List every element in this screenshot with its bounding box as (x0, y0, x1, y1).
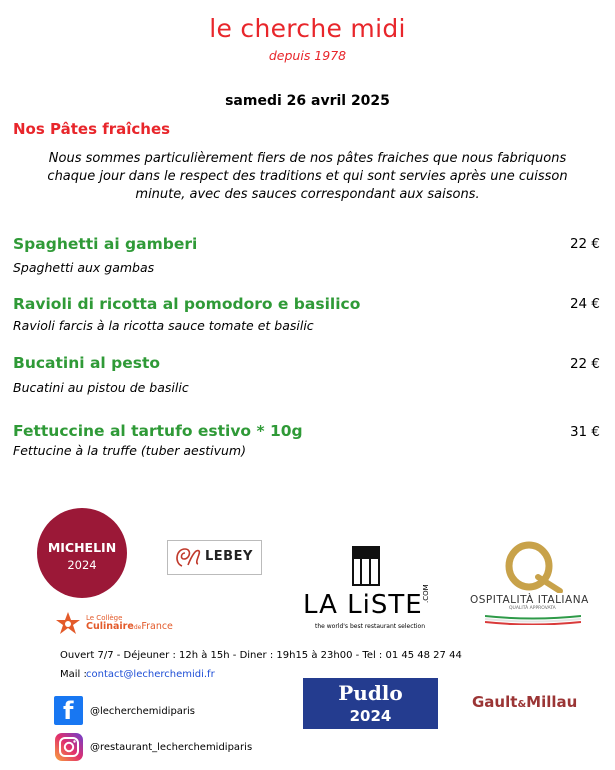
la-liste-icon (352, 545, 382, 587)
ospitalita-name: OSPITALITÀ ITALIANA (470, 594, 589, 606)
intro-line: Nous sommes particulièrement fiers de nos pâtes fraiches que nous fabriquons (48, 151, 567, 166)
intro-line: chaque jour dans le respect des traditions et qui sont servies après une cuisson (47, 169, 568, 184)
facebook-icon[interactable]: f (54, 696, 83, 725)
dish-price: 22 € (569, 356, 600, 372)
college-culinaire-star-icon (54, 611, 82, 637)
dish-price: 31 € (569, 424, 600, 440)
dish-description: Bucatini au pistou de basilic (13, 380, 189, 395)
lebey-name: LEBEY (205, 549, 253, 564)
dish-description: Ravioli farcis à la ricotta sauce tomate et basilic (13, 318, 314, 333)
college-france: France (141, 621, 173, 632)
college-culinaire: Culinaire (86, 621, 134, 632)
dish-name: Ravioli di ricotta al pomodoro e basilico (13, 295, 361, 313)
restaurant-subtitle: depuis 1978 (268, 48, 347, 63)
gault-millau-logo (472, 693, 577, 711)
mail-label: Mail : (60, 669, 87, 680)
college-line1: Le Collège (86, 614, 123, 622)
lebey-logo (167, 540, 262, 575)
dish-price: 22 € (569, 236, 600, 252)
mail-link[interactable]: contact@lecherchemidi.fr (86, 669, 215, 680)
gault-millau-b: Millau (526, 693, 578, 711)
instagram-handle[interactable]: @restaurant_lecherchemidiparis (90, 742, 253, 753)
michelin-name: MICHELIN (47, 540, 117, 555)
dish-name: Bucatini al pesto (13, 354, 161, 372)
dish-name: Fettuccine al tartufo estivo * 10g (13, 422, 303, 440)
pudlo-logo (303, 678, 438, 729)
la-liste-tagline: the world's best restaurant selection (315, 623, 426, 630)
dish-description: Fettucine à la truffe (tuber aestivum) (13, 443, 246, 458)
pudlo-year: 2024 (349, 707, 392, 725)
facebook-handle[interactable]: @lecherchemidiparis (90, 706, 196, 717)
opening-hours: Ouvert 7/7 - Déjeuner : 12h à 15h - Diner : 19h15 à 23h00 - Tel : 01 45 48 27 44 (60, 650, 462, 661)
instagram-icon[interactable] (55, 733, 83, 761)
michelin-logo (37, 508, 127, 598)
pudlo-name: Pudlo (338, 681, 403, 705)
la-liste-com: .COM (422, 584, 430, 603)
college-line2 (86, 621, 173, 632)
section-intro (20, 150, 595, 204)
college-de: de (133, 624, 142, 631)
dish-price: 24 € (569, 296, 600, 312)
section-title: Nos Pâtes fraîches (13, 120, 171, 138)
ospitalita-q-icon (502, 541, 564, 593)
intro-line: minute, avec des sauces correspondant aux saisons. (135, 187, 480, 202)
dish-description: Spaghetti aux gambas (13, 260, 155, 275)
dish-name: Spaghetti ai gamberi (13, 235, 198, 253)
ospitalita-tagline: QUALITÀ APPROVATA (509, 606, 556, 611)
gault-millau-a: Gault (472, 693, 518, 711)
gault-millau-amp: & (517, 699, 527, 710)
restaurant-name: le cherche midi (209, 14, 406, 43)
la-liste-name: LA LiSTE (303, 590, 423, 620)
italian-flag-stripes (485, 613, 581, 625)
menu-date: samedi 26 avril 2025 (225, 93, 390, 109)
michelin-year: 2024 (67, 558, 97, 572)
